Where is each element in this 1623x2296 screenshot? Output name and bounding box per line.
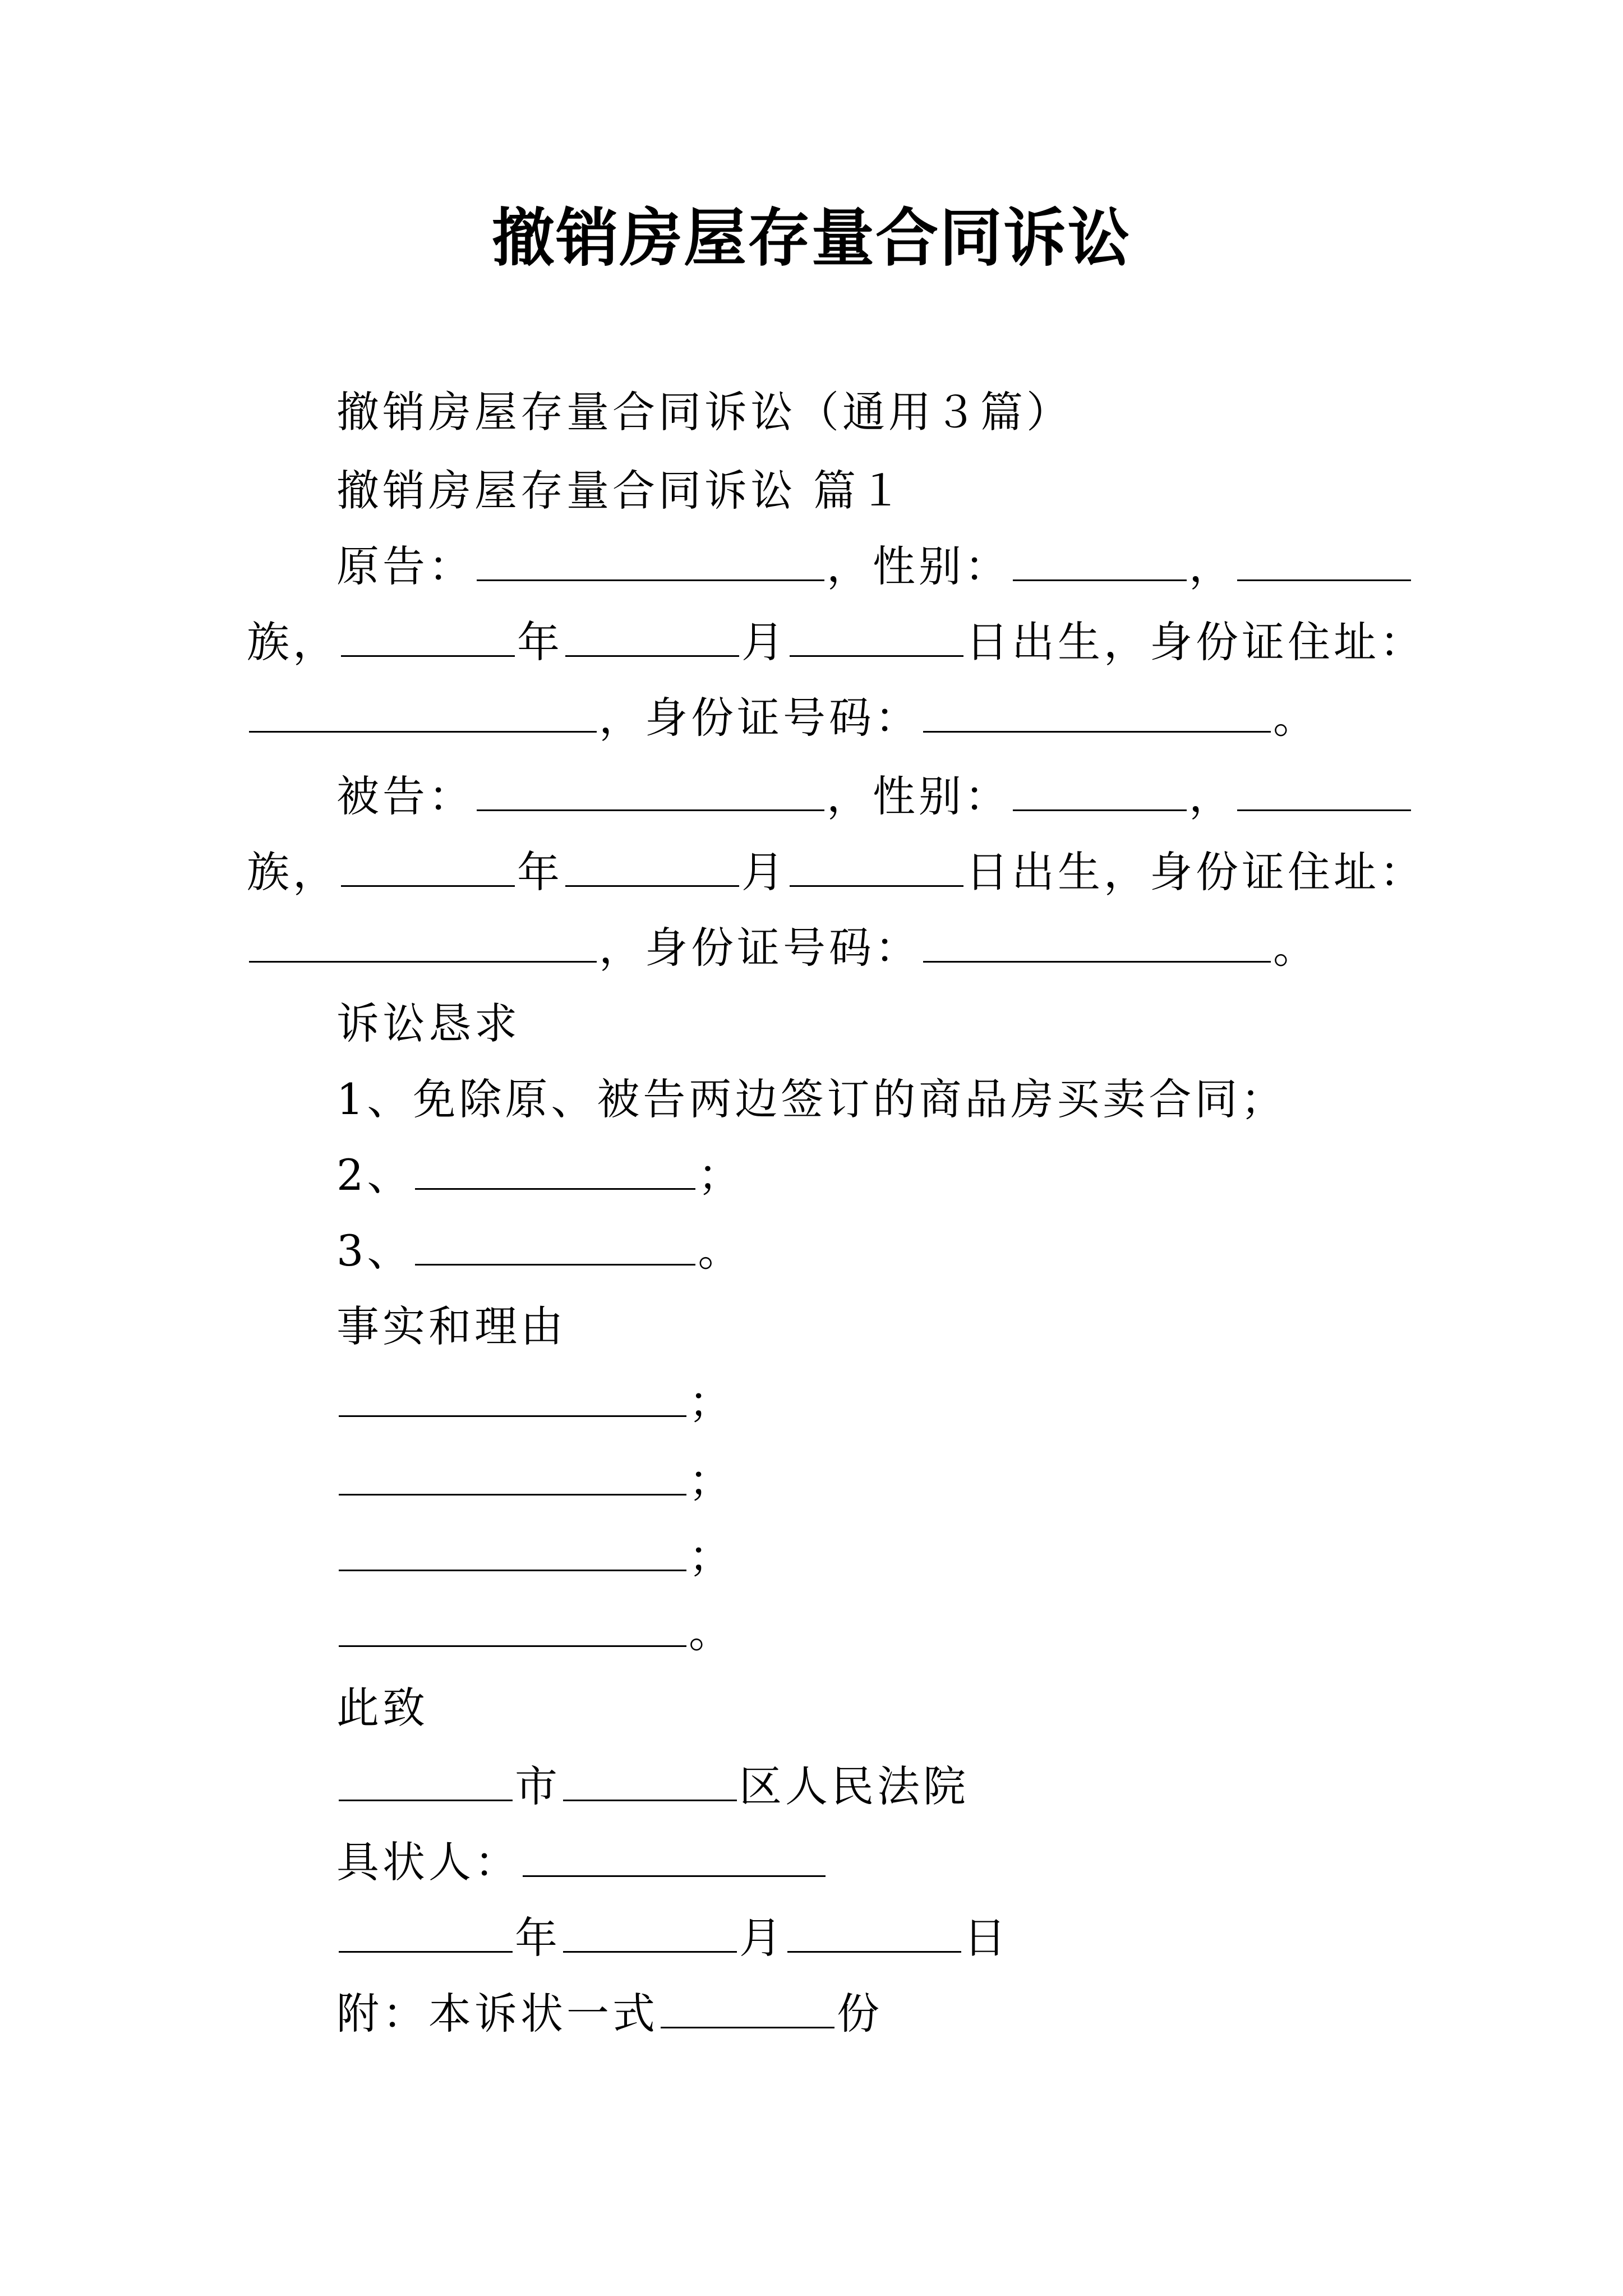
comma: ，: [1189, 771, 1235, 821]
ethnic-label: 族，: [247, 617, 339, 667]
period: 。: [1273, 923, 1319, 973]
year-label: 年: [515, 1913, 561, 1963]
subtitle: 撤销房屋存量合同诉讼（通用３篇）: [336, 387, 1072, 437]
defendant-ethnic-blank[interactable]: [1237, 774, 1411, 811]
year-label: 年: [517, 617, 563, 667]
date-month-blank[interactable]: [563, 1915, 737, 1953]
semicolon: ；: [689, 1456, 735, 1506]
claim-number: 2、: [336, 1150, 413, 1200]
semicolon: ；: [689, 1531, 735, 1581]
defendant-line-2: [247, 844, 1426, 900]
period: 。: [689, 1607, 735, 1657]
salutation: 此致: [336, 1683, 428, 1733]
plaintiff-name-blank[interactable]: [477, 544, 824, 581]
plaintiff-gender-blank[interactable]: [1013, 544, 1187, 581]
comma: ，: [1189, 541, 1235, 591]
city-blank[interactable]: [339, 1764, 513, 1801]
period: 。: [698, 1226, 744, 1276]
semicolon: ；: [698, 1150, 744, 1200]
fact-blank[interactable]: [339, 1534, 686, 1571]
defendant-id-blank[interactable]: [923, 925, 1271, 963]
court-line: [336, 1759, 969, 1815]
district-blank[interactable]: [563, 1764, 737, 1801]
date-year-blank[interactable]: [339, 1915, 513, 1953]
defendant-name-blank[interactable]: [477, 774, 824, 811]
fact-line: [336, 1453, 735, 1509]
defendant-gender-blank[interactable]: [1013, 774, 1187, 811]
fact-line: [336, 1604, 735, 1660]
court-label: 区人民法院: [739, 1761, 969, 1811]
period: 。: [1273, 693, 1319, 743]
claims-heading: 诉讼恳求: [336, 999, 520, 1048]
plaintiff-birth-month-blank[interactable]: [565, 619, 739, 657]
claim-item-3: [336, 1223, 744, 1279]
defendant-gender-label: ，性别：: [827, 771, 1011, 821]
plaintiff-address-blank[interactable]: [249, 695, 597, 733]
plaintiff-birth-day-blank[interactable]: [790, 619, 963, 657]
defendant-line-3: [247, 920, 1319, 976]
facts-heading: 事实和理由: [336, 1301, 566, 1351]
attachment-line: [336, 1986, 883, 2042]
semicolon: ；: [689, 1377, 735, 1427]
document-title: 撤销房屋存量合同诉讼: [492, 202, 1131, 275]
fact-blank[interactable]: [339, 1379, 686, 1417]
defendant-birth-year-blank[interactable]: [341, 849, 515, 887]
signer-label: 具状人：: [336, 1837, 520, 1887]
plaintiff-ethnic-blank[interactable]: [1237, 544, 1411, 581]
part-title: 撤销房屋存量合同诉讼 篇１: [336, 466, 906, 516]
fact-blank[interactable]: [339, 1609, 686, 1647]
plaintiff-birth-year-blank[interactable]: [341, 619, 515, 657]
claim-number: 3、: [336, 1226, 413, 1276]
born-label: 日出生，身份证住址：: [966, 847, 1426, 897]
id-number-label: ，身份证号码：: [599, 693, 921, 743]
plaintiff-line-1: [336, 539, 1413, 595]
copies-unit: 份: [837, 1989, 883, 2039]
ethnic-label: 族，: [247, 847, 339, 897]
born-label: 日出生，身份证住址：: [966, 617, 1426, 667]
date-day-blank[interactable]: [787, 1915, 961, 1953]
plaintiff-line-3: [247, 690, 1319, 746]
defendant-address-blank[interactable]: [249, 925, 597, 963]
year-label: 年: [517, 847, 563, 897]
claim-item-1: 1、免除原、被告两边签订的商品房买卖合同；: [336, 1074, 1287, 1124]
fact-blank[interactable]: [339, 1458, 686, 1496]
month-label: 月: [741, 847, 787, 897]
id-number-label: ，身份证号码：: [599, 923, 921, 973]
claim-2-blank[interactable]: [415, 1152, 695, 1190]
fact-line: [336, 1374, 735, 1430]
attachment-label: 附：本诉状一式: [336, 1989, 658, 2039]
plaintiff-line-2: [247, 614, 1426, 670]
month-label: 月: [741, 617, 787, 667]
plaintiff-gender-label: ，性别：: [827, 541, 1011, 591]
month-label: 月: [739, 1913, 785, 1963]
city-label: 市: [515, 1761, 561, 1811]
fact-line: [336, 1529, 735, 1585]
plaintiff-label: 原告：: [336, 541, 474, 591]
defendant-birth-day-blank[interactable]: [790, 849, 963, 887]
date-line: [336, 1910, 1009, 1966]
claim-3-blank[interactable]: [415, 1228, 695, 1266]
defendant-label: 被告：: [336, 771, 474, 821]
claim-item-2: [336, 1147, 744, 1203]
copies-blank[interactable]: [661, 1991, 834, 2028]
plaintiff-id-blank[interactable]: [923, 695, 1271, 733]
day-label: 日: [963, 1913, 1009, 1963]
signer-line: [336, 1834, 828, 1890]
defendant-birth-month-blank[interactable]: [565, 849, 739, 887]
defendant-line-1: [336, 769, 1413, 825]
signer-blank[interactable]: [523, 1839, 826, 1877]
